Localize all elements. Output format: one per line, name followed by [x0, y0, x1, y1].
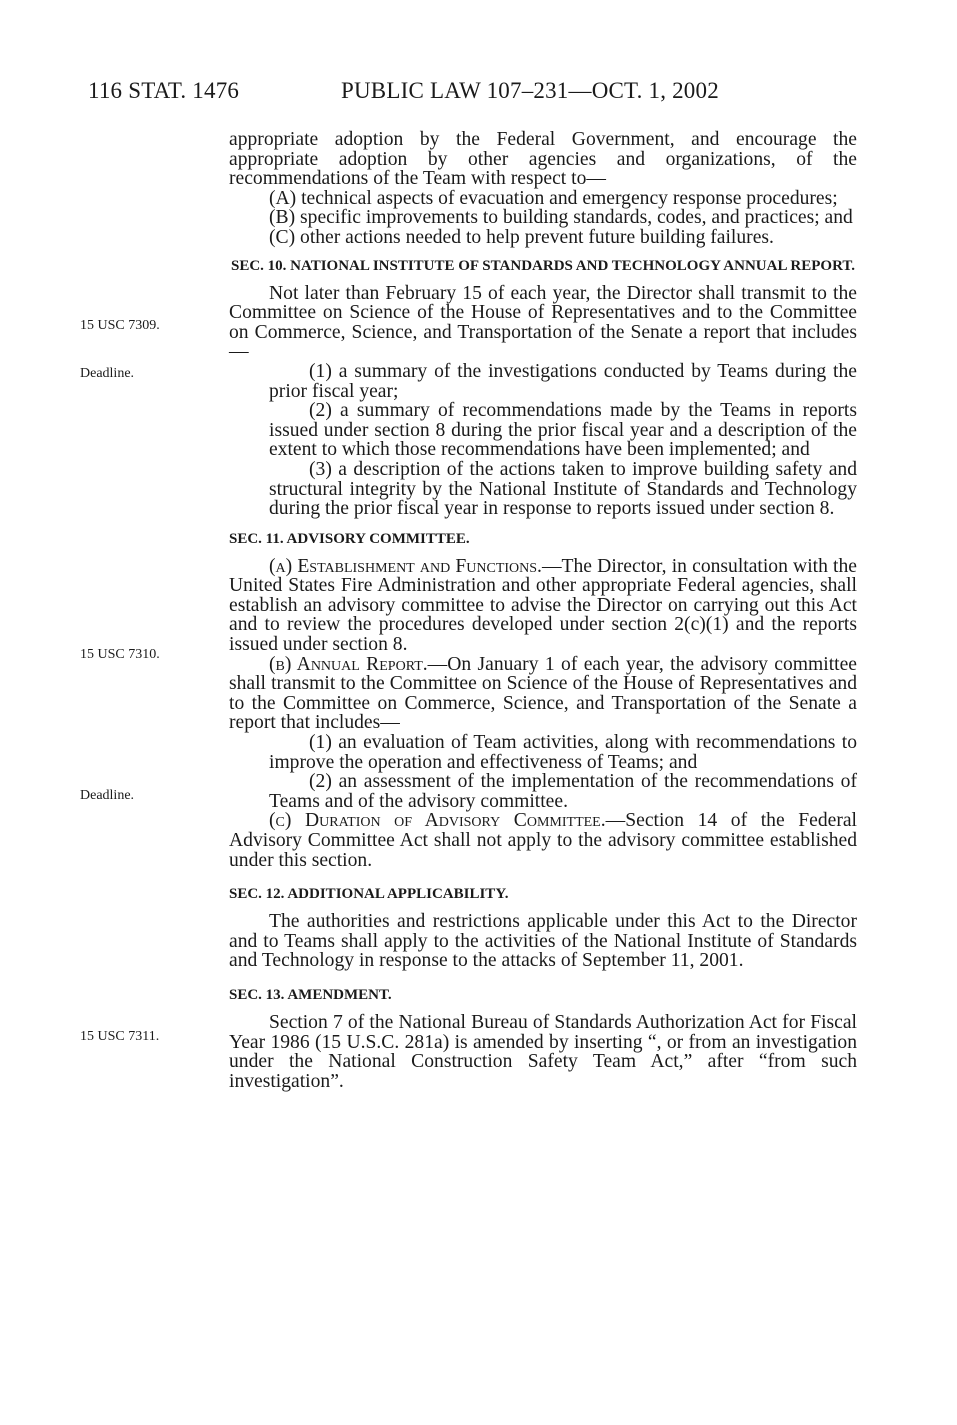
document-body — [229, 130, 857, 1091]
intro-paragraph: appropriate adoption by the Federal Government, and encourage the appropriate adoption by other agencies and organizations, of the recommendations of the Team with respect to— — [229, 129, 857, 190]
margin-note-usc-7311: 15 USC 7311. — [80, 1029, 160, 1044]
subsection-b-label: (b) Annual Report. — [269, 653, 428, 675]
subsection-a-label: (a) Establishment and Functions. — [269, 555, 542, 577]
subsection-b-text: —On January 1 of each year, the advisory committee shall transmit to the Committee on Science of the House of Representatives and to the Committee on Commerce, Science, and Transportation of the Senate a report that includes— — [229, 653, 857, 734]
subsection-c-label: (c) Duration of Advisory Committee. — [269, 810, 606, 832]
margin-note-usc-7309: 15 USC 7309. — [80, 318, 160, 333]
section-10-item-2: (2) a summary of recommendations made by the Teams in reports issued under section 8 during the prior fiscal year and a description of the extent to which those recommendations have been implemented; and — [269, 400, 857, 461]
subparagraph-a: (A) technical aspects of evacuation and emergency response procedures; — [269, 187, 838, 209]
section-10-item-3: (3) a description of the actions taken to improve building safety and structural integrity by the National Institute of Standards and Technology during the prior fiscal year in response to reports issued under section 8. — [269, 458, 857, 520]
section-11-subsection-a — [229, 557, 857, 655]
section-11-subsection-c — [229, 811, 857, 870]
subsection-c-text: —Section 14 of the Federal Advisory Committee Act shall not apply to the advisory committee established under this section. — [229, 810, 857, 871]
margin-note-usc-7310: 15 USC 7310. — [80, 647, 160, 662]
subparagraph-b: (B) specific improvements to building standards, codes, and practices; and — [269, 207, 853, 229]
section-10-heading: SEC. 10. NATIONAL INSTITUTE OF STANDARDS AND TECHNOLOGY ANNUAL REPORT. — [230, 257, 856, 274]
section-10-paragraph: Not later than February 15 of each year, the Director shall transmit to the Committee on Science of the House of Representatives and to the Committee on Commerce, Science, and Transportation of the Senate a report that includes— — [229, 282, 857, 363]
subsection-a-text: —The Director, in consultation with the United States Fire Administration and other appropriate Federal agencies, shall establish an advisory committee to advise the Director on carrying out this Act and to review the procedures developed under section 2(c)(1) and the reports issued under section 8. — [229, 555, 857, 656]
section-10-item-1: (1) a summary of the investigations conducted by Teams during the prior fiscal year; — [269, 360, 857, 402]
section-12-heading: SEC. 12. ADDITIONAL APPLICABILITY. — [229, 886, 509, 903]
section-13-paragraph: Section 7 of the National Bureau of Standards Authorization Act for Fiscal Year 1986 (15 U.S.C. 281a) is amended by inserting “, or from an investigation under the National Construction Safety Team Act,” after “from such investigation”. — [229, 1011, 857, 1092]
margin-note-deadline: Deadline. — [80, 788, 135, 803]
margin-note-deadline: Deadline. — [80, 366, 135, 381]
section-13-heading: SEC. 13. AMENDMENT. — [229, 986, 392, 1003]
public-law-citation: PUBLIC LAW 107–231—OCT. 1, 2002 — [341, 78, 719, 103]
section-11-subsection-b — [229, 655, 857, 733]
section-12-paragraph: The authorities and restrictions applicable under this Act to the Director and to Teams shall apply to the activities of the National Institute of Standards and Technology in response to the attacks of September 11, 2001. — [229, 911, 857, 972]
section-11-item-1: (1) an evaluation of Team activities, along with recommendations to improve the operation and effectiveness of Teams; and — [269, 732, 857, 773]
page-number: 116 STAT. 1476 — [88, 78, 240, 103]
section-11-heading: SEC. 11. ADVISORY COMMITTEE. — [229, 530, 470, 547]
section-11-item-2: (2) an assessment of the implementation of the recommendations of Teams and of the advisory committee. — [269, 771, 857, 812]
subparagraph-c: (C) other actions needed to help prevent future building failures. — [269, 226, 774, 248]
